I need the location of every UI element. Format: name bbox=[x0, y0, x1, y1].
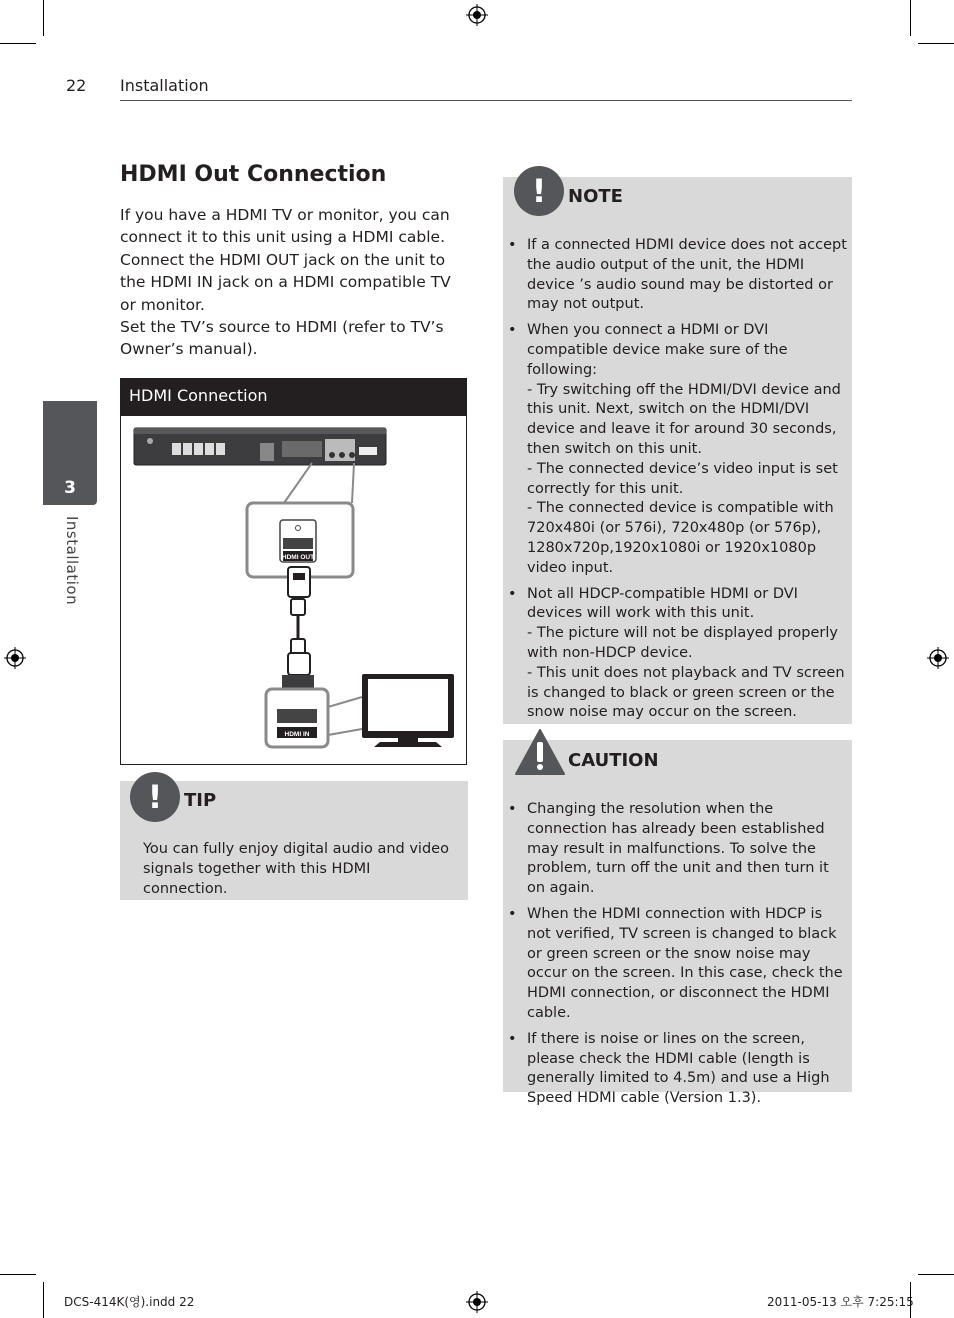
registration-mark-icon bbox=[927, 647, 949, 669]
registration-mark-icon bbox=[466, 4, 488, 26]
note-line: • When you connect a HDMI or DVI compatible device make sure of the following: bbox=[527, 322, 788, 378]
hdmi-in-label: HDMI IN bbox=[284, 731, 310, 738]
note-line: - The connected device is compatible with 720x480i (or 576i), 720x480p (or 576p), 1280x720p,1920x1080i or 1920x1080p video input. bbox=[527, 500, 834, 576]
caution-item: • If there is noise or lines on the screen, please check the HDMI cable (length is generally limited to 4.5m) and use a High Speed HDMI cable (Version 1.3). bbox=[503, 1030, 848, 1109]
tip-title: TIP bbox=[184, 790, 217, 811]
crop-mark bbox=[0, 1274, 36, 1275]
note-line: - Try switching off the HDMI/DVI device and this unit. Next, switch on the HDMI/DVI device and leave it for around 30 seconds, then switch on this unit. bbox=[527, 381, 841, 457]
note-list bbox=[503, 236, 848, 729]
crop-mark bbox=[918, 43, 954, 44]
note-line: - This unit does not playback and TV screen is changed to black or green screen or the snow noise may occur on the screen. bbox=[527, 664, 845, 721]
section-title: HDMI Out Connection bbox=[120, 162, 387, 187]
footer-file-info: DCS-414K(영).indd 22 bbox=[64, 1295, 195, 1309]
note-line: • If a connected HDMI device does not accept the audio output of the unit, the HDMI device ’s audio sound may be distorted or may not output. bbox=[527, 237, 847, 313]
hdmi-cable-plug bbox=[288, 567, 310, 597]
warning-triangle-icon bbox=[514, 728, 566, 776]
note-line: - The connected device’s video input is set correctly for this unit. bbox=[527, 460, 838, 497]
hdmi-out-label: HDMI OUT bbox=[281, 554, 315, 561]
note-line: • Not all HDCP-compatible HDMI or DVI devices will work with this unit. bbox=[527, 585, 798, 622]
caution-list bbox=[503, 800, 848, 1115]
caution-title: CAUTION bbox=[568, 750, 659, 771]
note-item bbox=[503, 585, 848, 724]
tip-text: You can fully enjoy digital audio and video signals together with this HDMI connection. bbox=[143, 841, 449, 897]
intro-paragraph: Set the TV’s source to HDMI (refer to TV’s Owner’s manual). bbox=[120, 318, 444, 359]
note-item bbox=[503, 321, 848, 578]
page-number: 22 bbox=[66, 76, 87, 95]
running-header: Installation bbox=[120, 76, 209, 95]
figure-header: HDMI Connection bbox=[121, 379, 467, 416]
crop-mark bbox=[43, 0, 44, 36]
caution-item: • When the HDMI connection with HDCP is not verified, TV screen is changed to black or green screen or the snow noise may occur on the screen. In this case, check the HDMI connection, or disconnect the HDMI cable. bbox=[503, 905, 848, 1024]
caution-item: • Changing the resolution when the connection has already been established may result in malfunctions. To solve the problem, turn off the unit and then turn it on again. bbox=[503, 800, 848, 899]
footer-timestamp: 2011-05-13 오후 7:25:15 bbox=[767, 1295, 914, 1309]
note-line: - The picture will not be displayed properly with non-HDCP device. bbox=[527, 625, 838, 661]
crop-mark bbox=[910, 0, 911, 36]
crop-mark bbox=[918, 1274, 954, 1275]
tv-icon bbox=[362, 674, 454, 747]
speaker-terminals bbox=[172, 443, 225, 455]
header-rule bbox=[120, 100, 852, 101]
chapter-label: Installation bbox=[63, 516, 81, 606]
hdmi-cable-plug bbox=[288, 653, 310, 675]
exclamation-icon: ! bbox=[130, 772, 180, 822]
intro-text bbox=[120, 204, 465, 361]
intro-paragraph: If you have a HDMI TV or monitor, you can connect it to this unit using a HDMI cable. Connect the HDMI OUT jack on the unit to the HDMI IN jack on a HDMI compatible TV or monitor. bbox=[120, 206, 451, 314]
registration-mark-icon bbox=[466, 1291, 488, 1313]
exclamation-icon: ! bbox=[514, 166, 564, 216]
hdmi-connection-diagram bbox=[122, 417, 466, 764]
note-item bbox=[503, 236, 848, 315]
crop-mark bbox=[0, 43, 36, 44]
crop-mark bbox=[43, 1282, 44, 1318]
chapter-number: 3 bbox=[64, 478, 76, 498]
note-title: NOTE bbox=[568, 186, 623, 207]
registration-mark-icon bbox=[4, 647, 26, 669]
